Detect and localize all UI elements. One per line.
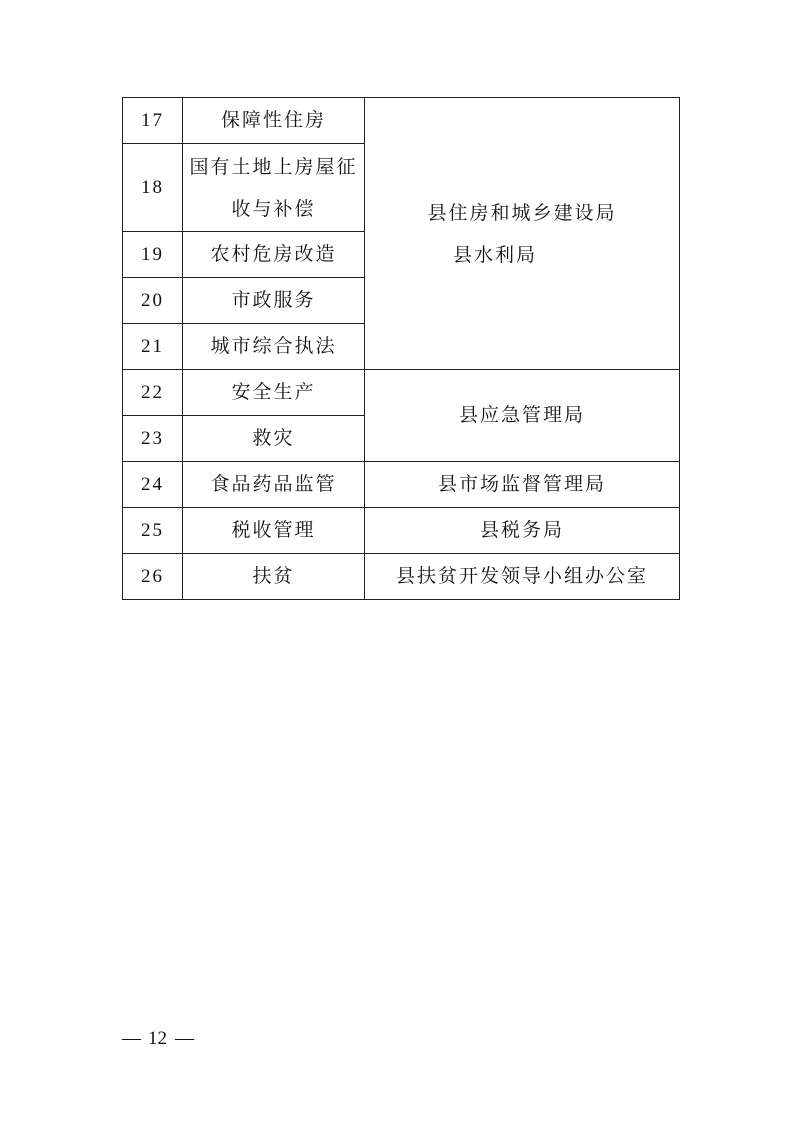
table-row [123, 508, 680, 554]
table-row [123, 554, 680, 600]
table-row [123, 370, 680, 416]
row-number: 19 [123, 232, 183, 278]
row-number: 18 [123, 144, 183, 232]
row-number: 25 [123, 508, 183, 554]
responsibility-table [122, 97, 680, 600]
item-cell [183, 144, 365, 232]
row-number: 26 [123, 554, 183, 600]
footer-right-dash: — [175, 1028, 193, 1049]
item-cell: 市政服务 [183, 278, 365, 324]
table-row [123, 462, 680, 508]
row-number: 22 [123, 370, 183, 416]
dept-housing-line2: 县水利局 [453, 243, 538, 266]
item-cell: 保障性住房 [183, 98, 365, 144]
row-number: 17 [123, 98, 183, 144]
footer-left-dash: — [122, 1028, 140, 1049]
item-cell: 救灾 [183, 416, 365, 462]
dept-cell-emergency: 县应急管理局 [365, 370, 680, 462]
dept-cell-housing [365, 98, 680, 370]
row-number: 23 [123, 416, 183, 462]
item-line2: 收与补偿 [231, 197, 316, 220]
item-line1: 国有土地上房屋征 [189, 155, 358, 178]
item-cell: 城市综合执法 [183, 324, 365, 370]
item-cell: 农村危房改造 [183, 232, 365, 278]
dept-cell-tax: 县税务局 [365, 508, 680, 554]
page-footer [122, 1028, 193, 1050]
page-number: 12 [148, 1028, 167, 1049]
dept-cell-market: 县市场监督管理局 [365, 462, 680, 508]
table-row [123, 98, 680, 144]
dept-cell-poverty: 县扶贫开发领导小组办公室 [365, 554, 680, 600]
row-number: 24 [123, 462, 183, 508]
row-number: 21 [123, 324, 183, 370]
item-cell: 安全生产 [183, 370, 365, 416]
item-cell: 扶贫 [183, 554, 365, 600]
dept-housing-line1: 县住房和城乡建设局 [427, 201, 617, 224]
item-cell: 食品药品监管 [183, 462, 365, 508]
row-number: 20 [123, 278, 183, 324]
item-cell: 税收管理 [183, 508, 365, 554]
